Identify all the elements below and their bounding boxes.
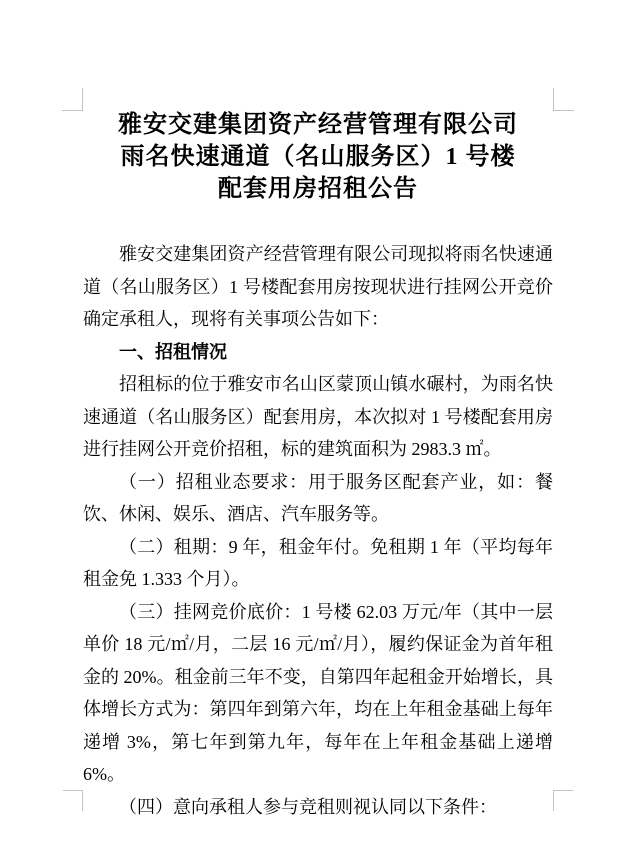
crop-mark-bottom-left — [63, 790, 83, 811]
document-content — [83, 109, 553, 823]
section-heading: 一、招租情况 — [119, 341, 227, 362]
document-body — [83, 238, 553, 823]
paragraph: （三）挂网竞价底价：1 号楼 62.03 万元/年（其中一层单价 18 元/㎡/月，二层 16 元/㎡/月），履约保证金为首年租金的 20%。租金前三年不变，自第四年起租金开始增长，具体增长方式为：第四年到第六年，均在上年租金基础上每年递增 3%，第七年到第九年，每年在上年租金基础上递增 6%。 — [83, 601, 553, 784]
paragraph: （四）意向承租人参与竞租则视认同以下条件： — [119, 796, 497, 817]
paragraph: （二）租期：9 年，租金年付。免租期 1 年（平均每年租金免 1.333 个月）。 — [83, 536, 553, 589]
paragraph: （一）招租业态要求：用于服务区配套产业，如：餐饮、休闲、娱乐、酒店、汽车服务等。 — [83, 471, 553, 524]
crop-mark-top-right — [553, 88, 574, 111]
title-line: 雅安交建集团资产经营管理有限公司 — [118, 112, 518, 138]
crop-mark-top-left — [62, 88, 83, 111]
paragraph: 招租标的位于雅安市名山区蒙顶山镇水碾村，为雨名快速通道（名山服务区）配套用房，本次拟对 1 号楼配套用房进行挂网公开竞价招租，标的建筑面积为 2983.3 ㎡。 — [83, 374, 553, 459]
title-line: 雨名快速通道（名山服务区）1 号楼 — [120, 144, 516, 170]
crop-mark-bottom-right — [553, 790, 573, 811]
paragraph: 雅安交建集团资产经营管理有限公司现拟将雨名快速通道（名山服务区）1 号楼配套用房按现状进行挂网公开竞价确定承租人，现将有关事项公告如下： — [83, 244, 553, 329]
title-line: 配套用房招租公告 — [218, 176, 418, 202]
document-title — [83, 109, 553, 205]
